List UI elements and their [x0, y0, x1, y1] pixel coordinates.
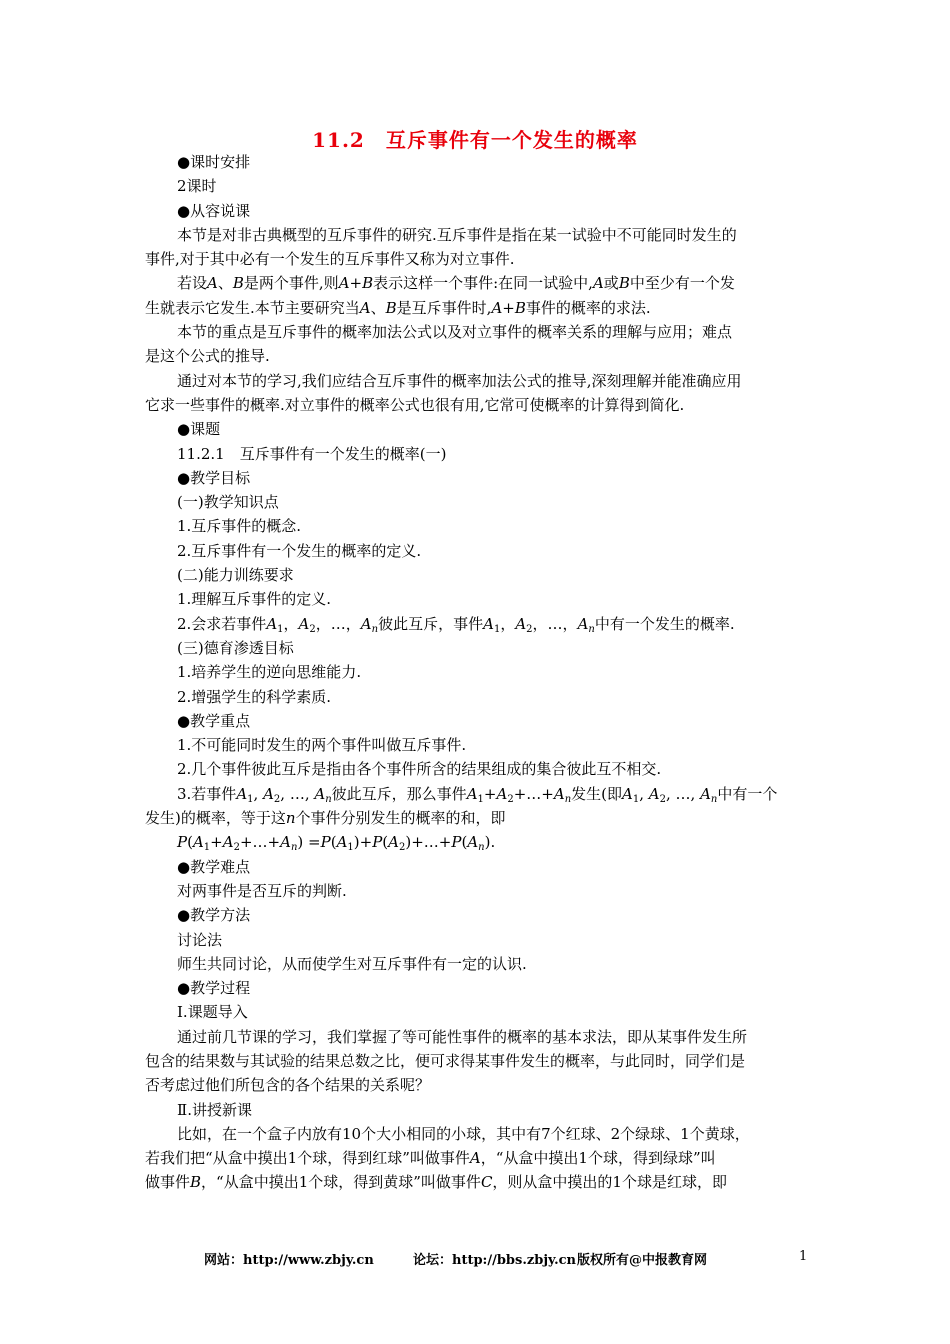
text-line: 否考虑过他们所包含的各个结果的关系呢？ [145, 1076, 431, 1095]
footer-copyright: 版权所有@中报教育网 [577, 1253, 708, 1268]
text-line: 1.理解互斥事件的定义. [177, 590, 332, 609]
section-heading: ●教学目标 [177, 468, 251, 487]
formula: $P(A_1+A_2+\dots+A_n)$ $=P(A_1)+P(A_2)+\dots+P(A_n)$. [177, 833, 496, 854]
text-line: 讨论法 [177, 930, 223, 949]
text-line: 它求一些事件的概率.对立事件的概率公式也很有用,它常可使概率的计算得到简化. [145, 395, 685, 414]
text-line: 3.若事件$A_1$, $A_2$, …, $A_n$彼此互斥，那么事件$A_1+A_2+\dots+A_n$发生(即$A_1$, $A_2$, …, $A_n$中有一个 [177, 784, 778, 805]
text-line: 1.培养学生的逆向思维能力. [177, 663, 362, 682]
text-line: 发生)的概率，等于这n个事件分别发生的概率的和，即 [145, 809, 506, 828]
text-line: 若我们把“从盒中摸出1个球，得到红球”叫做事件A，“从盒中摸出1个球，得到绿球”叫 [145, 1149, 716, 1168]
page-number: 1 [799, 1249, 808, 1264]
text-line: 2.互斥事件有一个发生的概率的定义. [177, 541, 422, 560]
document-body [145, 150, 807, 1195]
text-line: 通过对本节的学习,我们应结合互斥事件的概率加法公式的推导,深刻理解并能准确应用 [177, 371, 742, 390]
text-line: 比如，在一个盒子内放有10个大小相同的小球，其中有7个红球、2个绿球、1个黄球， [177, 1124, 750, 1143]
section-heading: ●课题 [177, 420, 221, 439]
text-line: (一)教学知识点 [177, 493, 279, 512]
section-heading: ●课时安排 [177, 153, 251, 171]
text-line: 是这个公式的推导. [145, 347, 270, 366]
text-line: 若设A、B是两个事件,则A+B表示这样一个事件:在同一试验中,A或B中至少有一个发 [177, 274, 735, 293]
footer-forum-link[interactable]: 论坛：http://bbs.zbjy.cn [413, 1253, 577, 1268]
text-line: 2.会求若事件$A_1$，$A_2$，…，$A_n$彼此互斥，事件$A_1$，$A_2$，…，$A_n$中有一个发生的概率. [177, 614, 735, 635]
section-heading: ●从容说课 [177, 201, 251, 220]
text-line: (三)德育渗透目标 [177, 638, 294, 657]
text-line: Ⅱ.讲授新课 [177, 1100, 252, 1119]
text-line: 1.不可能同时发生的两个事件叫做互斥事件. [177, 736, 467, 755]
text-line: 做事件B，“从盒中摸出1个球，得到黄球”叫做事件C，则从盒中摸出的1个球是红球，即 [145, 1173, 727, 1192]
section-heading: ●教学方法 [177, 906, 251, 925]
text-line: 2.几个事件彼此互斥是指由各个事件所含的结果组成的集合彼此互不相交. [177, 760, 662, 779]
text-line: 1.互斥事件的概念. [177, 517, 302, 536]
text-line: 事件,对于其中必有一个发生的互斥事件又称为对立事件. [145, 250, 515, 269]
page-title: 11.2 互斥事件有一个发生的概率 [312, 128, 638, 152]
section-heading: ●教学难点 [177, 857, 251, 876]
section-heading: ●教学过程 [177, 979, 251, 998]
text-line: 通过前几节课的学习，我们掌握了等可能性事件的概率的基本求法，即从某事件发生所 [177, 1027, 748, 1046]
subsection-title: 11.2.1 互斥事件有一个发生的概率(一) [177, 444, 447, 463]
text-line: (二)能力训练要求 [177, 566, 294, 585]
text-line: 包含的结果数与其试验的结果总数之比，便可求得某事件发生的概率，与此同时，同学们是 [145, 1051, 746, 1070]
text-line: Ⅰ.课题导入 [177, 1003, 248, 1022]
text-line: 生就表示它发生.本节主要研究当A、B是互斥事件时,A+B事件的概率的求法. [145, 298, 651, 317]
text-line: 2.增强学生的科学素质. [177, 687, 332, 706]
text-line: 对两事件是否互斥的判断. [177, 881, 347, 900]
text-line: 师生共同讨论，从而使学生对互斥事件有一定的认识. [177, 954, 527, 973]
text-line: 本节是对非古典概型的互斥事件的研究.互斥事件是指在某一试验中不可能同时发生的 [177, 225, 737, 244]
section-heading: ●教学重点 [177, 711, 251, 730]
text-line: 2课时 [177, 177, 217, 196]
text-line: 本节的重点是互斥事件的概率加法公式以及对立事件的概率关系的理解与应用；难点 [177, 323, 733, 342]
footer-site-link[interactable]: 网站：http://www.zbjy.cn [204, 1253, 374, 1268]
